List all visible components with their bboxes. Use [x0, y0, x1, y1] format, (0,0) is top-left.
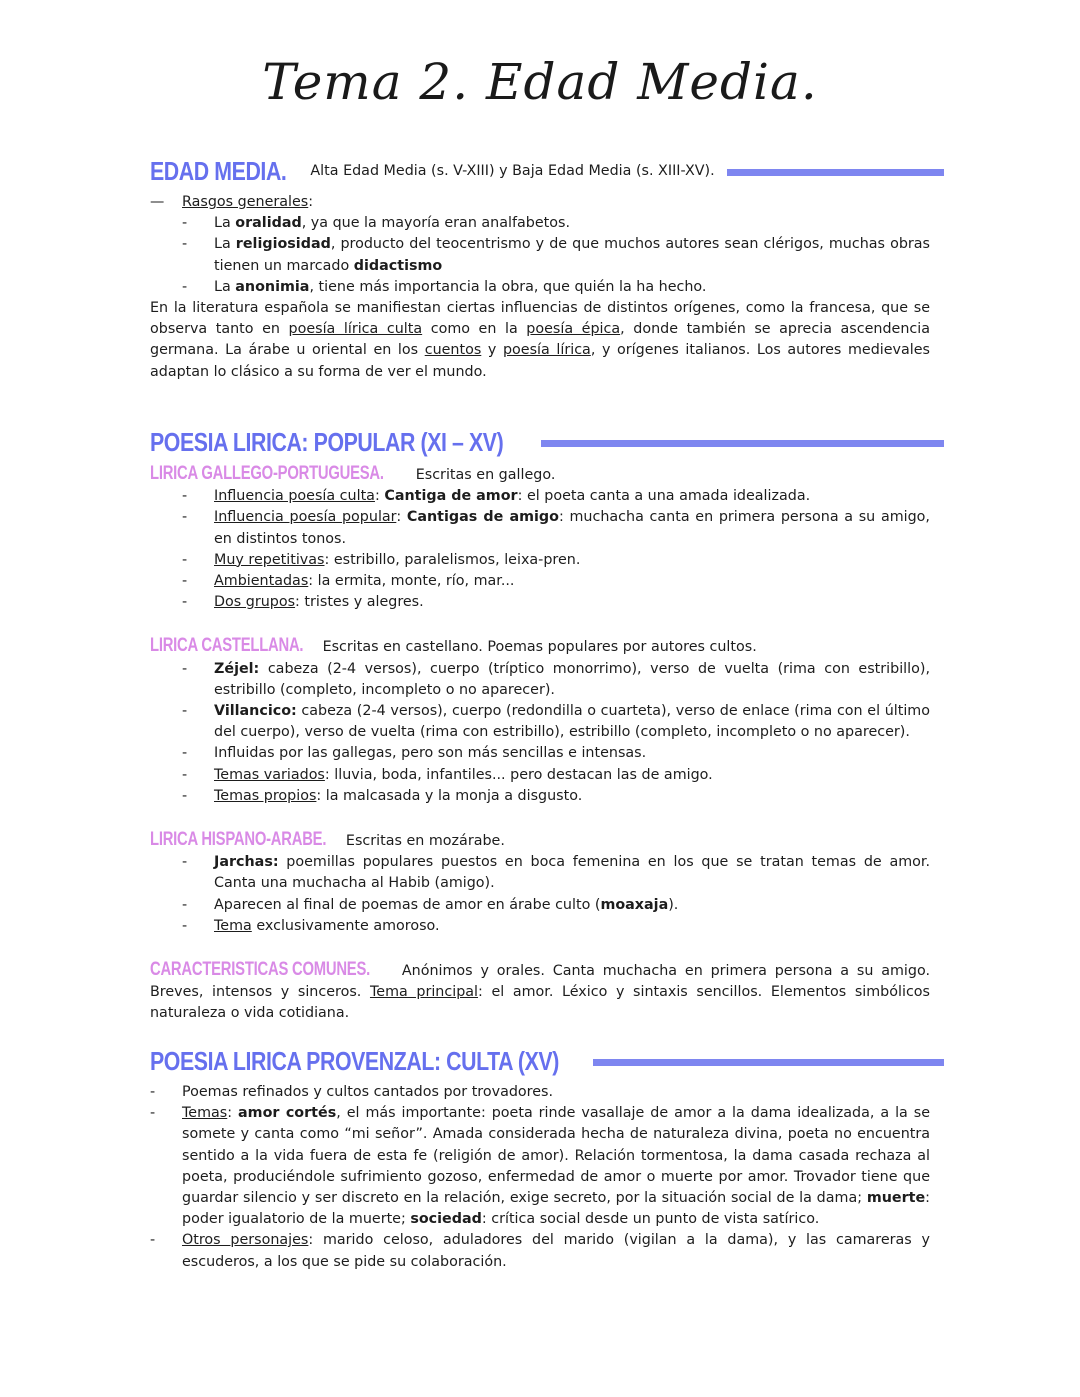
- list-item: - La religiosidad, producto del teocentrismo y de que muchos autores sean clérigos, muchas obras tienen un marcado didactismo: [150, 234, 930, 276]
- list-item: - Temas variados: lluvia, boda, infantiles... pero destacan las de amigo.: [182, 766, 713, 783]
- subheading-gallego: LIRICA GALLEGO-PORTUGUESA. Escritas en gallego.: [150, 463, 556, 484]
- section-provenzal: [150, 1042, 930, 1273]
- list-item: - Influencia poesía culta: Cantiga de amor: el poeta canta a una amada idealizada.: [182, 488, 811, 505]
- comunes-paragraph: CARACTERISTICAS COMUNES. Anónimos y orales. Canta muchacha en primera persona a su amigo. Breves, intensos y sinceros. Tema principal: el amor. Léxico y sintaxis sencillos. Elementos simbólicos naturaleza o vida cotidiana.: [150, 959, 931, 1022]
- subheading-castellana: LIRICA CASTELLANA. Escritas en castellano. Poemas populares por autores cultos.: [150, 635, 757, 657]
- dash-bullet: -: [182, 236, 188, 253]
- list-item: - Zéjel: cabeza (2-4 versos), cuerpo (tríptico monorrimo), verso de vuelta (rima con estribillo), estribillo (completo, incompleto o no aparecer).: [182, 660, 930, 698]
- section-heading-row: [150, 152, 930, 192]
- dash-bullet: -: [182, 278, 188, 295]
- section-edad-media: [150, 152, 930, 383]
- section-intro: Alta Edad Media (s. V-XIII) y Baja Edad Media (s. XIII-XV).: [310, 163, 715, 180]
- section-heading: POESIA LIRICA: POPULAR (XI – XV): [150, 427, 504, 458]
- list-item: - Influencia poesía popular: Cantigas de amigo: muchacha canta en primera persona a su amigo, en distintos tonos.: [182, 509, 930, 547]
- section-heading: EDAD MEDIA.: [150, 156, 287, 187]
- list-item: - Aparecen al final de poemas de amor en árabe culto (moaxaja).: [182, 896, 679, 913]
- subheading-arabe: LIRICA HISPANO-ARABE. Escritas en mozárabe.: [150, 829, 505, 851]
- list-item: - La anonimia, tiene más importancia la obra, que quién la ha hecho.: [150, 277, 930, 298]
- list-item: - La oralidad, ya que la mayoría eran analfabetos.: [150, 213, 930, 234]
- section-heading-row: [150, 1042, 930, 1082]
- list-item: - Jarchas: poemillas populares puestos en boca femenina en los que se tratan temas de amor. Canta una muchacha al Habib (amigo).: [182, 854, 930, 892]
- page-title: Tema 2. Edad Media.: [262, 53, 818, 111]
- intro-paragraph: En la literatura española se manifiestan ciertas influencias de distintos orígenes, como la francesa, que se observa tanto en poesía lírica culta como en la poesía épica, donde también se aprecia ascendencia germana. La árabe u oriental en los cuentos y poesía lírica, y orígenes italianos. Los autores medievales adaptan lo clásico a su forma de ver el mundo.: [150, 300, 930, 380]
- list-item: - Dos grupos: tristes y alegres.: [182, 594, 424, 611]
- dash-bullet: -: [182, 215, 188, 232]
- heading-rule: [541, 440, 944, 447]
- list-item: - Poemas refinados y cultos cantados por trovadores.: [150, 1084, 554, 1100]
- section-heading: POESIA LIRICA PROVENZAL: CULTA (XV): [150, 1046, 559, 1077]
- section-heading-row: [150, 423, 930, 463]
- list-item: — Rasgos generales:: [150, 192, 930, 213]
- list-item: - Villancico: cabeza (2-4 versos), cuerpo (redondilla o cuarteta), verso de enlace (rima con el último del cuerpo), verso de vuelta (rima con estribillo), estribillo (completo, incompleto o no aparecer).: [182, 703, 930, 741]
- rasgos-label: Rasgos generales: [182, 194, 309, 210]
- list-item: - Otros personajes: marido celoso, aduladores del marido (vigilan a la dama), y las camareras y escuderos, a los que se pide su colaboración.: [150, 1232, 930, 1270]
- list-item: - Ambientadas: la ermita, monte, río, mar...: [182, 573, 515, 590]
- list-item: - Tema exclusivamente amoroso.: [182, 917, 440, 934]
- list-item: - Temas propios: la malcasada y la monja a disgusto.: [182, 787, 583, 804]
- section-popular: [150, 423, 930, 1025]
- list-item: - Temas: amor cortés, el más importante: poeta rinde vasallaje de amor a la dama idealizada, a la se somete y canta como “mi señor”. Amada considerada hecha de naturaleza divina, poeta no encuentra sentido a la vida fuera de esta fe (religión de amor). Relación tormentosa, la dama casada rechaza al poeta, produciéndole sufrimiento gozoso, enfermedad de amor o muerte por amor. Trovador tiene que guardar silencio y ser discreto en la relación, exige secreto, por la situación social de la dama; muerte: poder igualatorio de la muerte; sociedad: crítica social desde un punto de vista satírico.: [150, 1105, 930, 1228]
- dash-bullet: —: [150, 194, 165, 210]
- list-item: - Influidas por las gallegas, pero son más sencillas e intensas.: [182, 745, 647, 762]
- heading-rule: [727, 169, 944, 176]
- heading-rule: [593, 1059, 944, 1066]
- list-item: - Muy repetitivas: estribillo, paralelismos, leixa-pren.: [182, 551, 581, 568]
